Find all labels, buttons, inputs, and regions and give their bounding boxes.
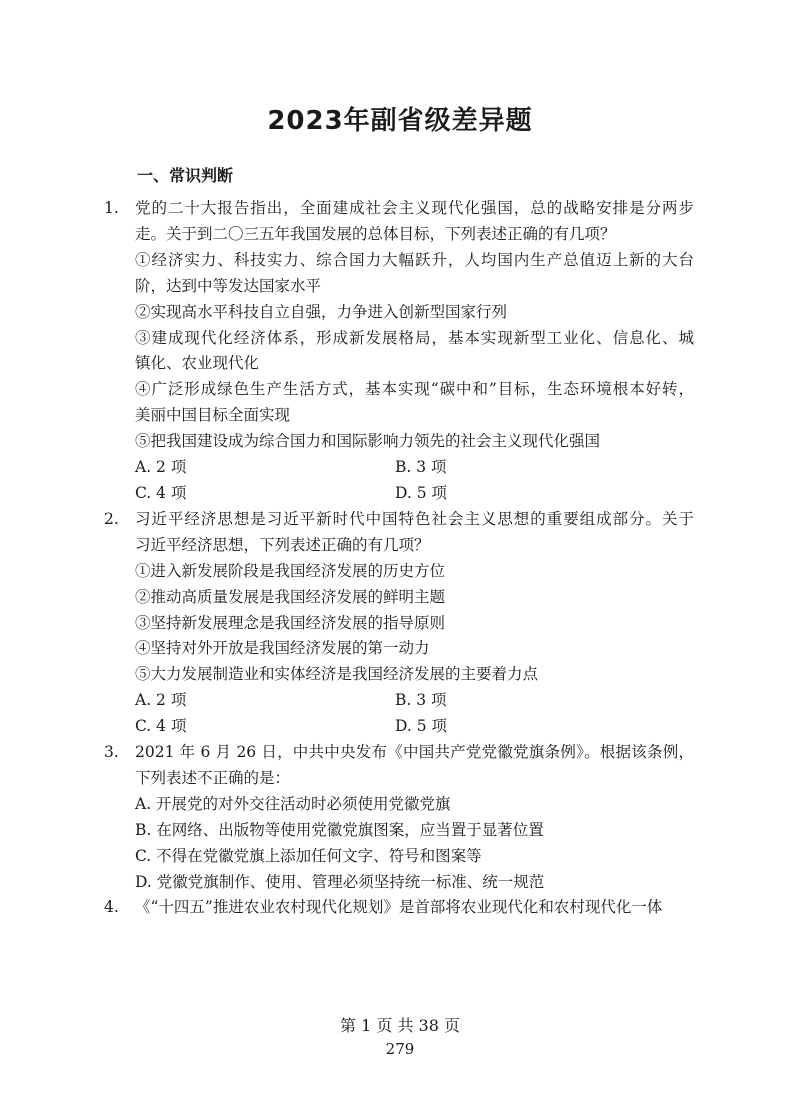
statement-item: ③坚持新发展理念是我国经济发展的指导原则 — [135, 613, 446, 632]
statement-item: ⑤大力发展制造业和实体经济是我国经济发展的主要着力点 — [135, 665, 539, 684]
statement-item: ⑤把我国建设成为综合国力和国际影响力领先的社会主义现代化强国 — [135, 432, 601, 451]
statement-item: ④广泛形成绿色生产生活方式，基本实现“碳中和”目标，生态环境根本好转， — [135, 380, 694, 399]
question-number: 3. — [104, 743, 119, 762]
statement-item: ③建成现代化经济体系，形成新发展格局，基本实现新型工业化、信息化、城 — [135, 328, 694, 347]
answer-option: A. 2 项 — [135, 691, 187, 710]
option-row — [135, 714, 694, 740]
answer-option: B. 3 项 — [395, 691, 447, 710]
answer-option: D. 5 项 — [395, 717, 448, 736]
question-stem-line: 《“十四五”推进农业农村现代化规划》是首部将农业现代化和农村现代化一体 — [135, 898, 663, 917]
question-stem-line: 习近平经济思想，下列表述正确的有几项？ — [135, 535, 430, 554]
statement-item: 美丽中国目标全面实现 — [135, 406, 291, 425]
answer-option: A. 2 项 — [135, 458, 187, 477]
statement-item: ①进入新发展阶段是我国经济发展的历史方位 — [135, 561, 446, 580]
statement-item: 阶，达到中等发达国家水平 — [135, 276, 322, 295]
statement-item: ②推动高质量发展是我国经济发展的鲜明主题 — [135, 587, 446, 606]
option-row — [135, 455, 694, 481]
question-stem-line: 下列表述不正确的是： — [135, 768, 291, 787]
question-stem-line: 2021 年 6 月 26 日，中共中央发布《中国共产党党徽党旗条例》。根据该条例， — [135, 743, 694, 762]
option-row — [135, 688, 694, 714]
answer-option: D. 5 项 — [395, 483, 448, 502]
section-heading: 一、常识判断 — [137, 166, 234, 185]
answer-option: C. 4 项 — [135, 717, 187, 736]
question-1 — [104, 196, 694, 507]
question-number: 4. — [104, 898, 119, 917]
question-number: 2. — [104, 509, 119, 528]
question-number: 1. — [104, 199, 119, 217]
statement-item: B. 在网络、出版物等使用党徽党旗图案，应当置于显著位置 — [135, 820, 544, 839]
answer-option: B. 3 项 — [395, 458, 447, 477]
question-4 — [104, 895, 694, 921]
question-stem-line: 党的二十大报告指出，全面建成社会主义现代化强国，总的战略安排是分两步 — [135, 199, 694, 217]
statement-item: D. 党徽党旗制作、使用、管理必须坚持统一标准、统一规范 — [135, 872, 545, 891]
page-footer: 第 1 页 共 38 页 — [340, 1016, 460, 1035]
question-stem-line: 习近平经济思想是习近平新时代中国特色社会主义思想的重要组成部分。关于 — [135, 509, 694, 528]
answer-option: C. 4 项 — [135, 483, 187, 502]
option-row — [135, 481, 694, 507]
statement-item: A. 开展党的对外交往活动时必须使用党徽党旗 — [135, 794, 451, 813]
question-3 — [104, 740, 694, 895]
statement-item: ④坚持对外开放是我国经济发展的第一动力 — [135, 639, 430, 658]
statement-item: ①经济实力、科技实力、综合国力大幅跃升，人均国内生产总值迈上新的大台 — [135, 250, 694, 269]
page-title: 2023年副省级差异题 — [267, 106, 533, 136]
statement-item: 镇化、农业现代化 — [135, 354, 260, 373]
question-stem-line: 走。关于到二〇三五年我国发展的总体目标，下列表述正确的有几项？ — [135, 224, 616, 243]
statement-item: C. 不得在党徽党旗上添加任何文字、符号和图案等 — [135, 846, 482, 865]
page-number: 279 — [385, 1040, 415, 1058]
question-list — [104, 196, 694, 921]
question-2 — [104, 507, 694, 740]
statement-item: ②实现高水平科技自立自强，力争进入创新型国家行列 — [135, 302, 508, 321]
